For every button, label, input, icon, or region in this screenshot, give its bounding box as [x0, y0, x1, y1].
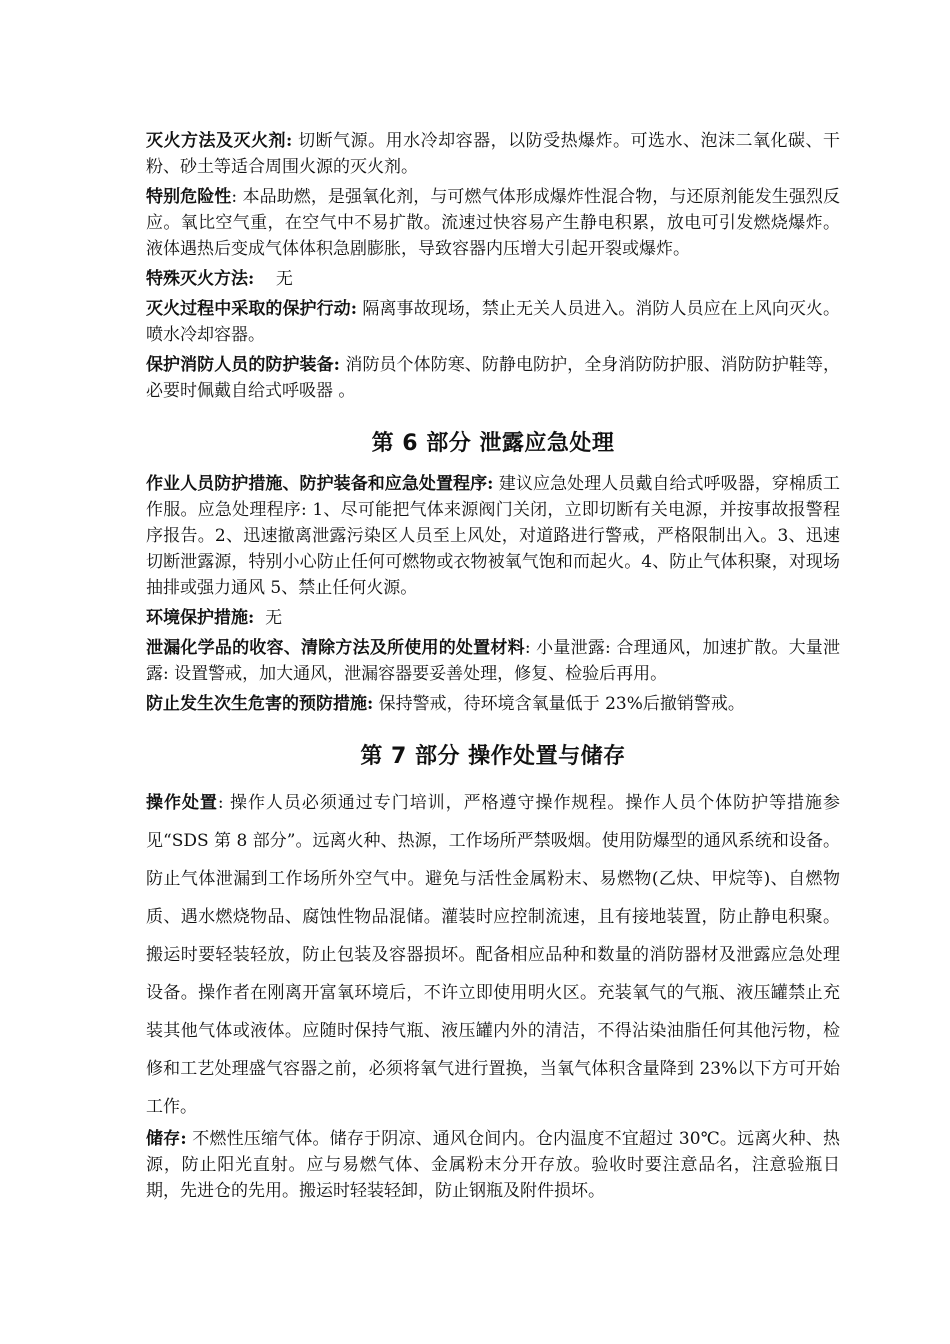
label-secondary-hazard-prevention: 防止发生次生危害的预防措施: — [146, 694, 374, 714]
text-storage: 不燃性压缩气体。储存于阴凉、通风仓间内。仓内温度不宜超过 30℃。远离火种、热源，防止阳光直射。应与易燃气体、金属粉末分开存放。验收时要注意品名，注意验瓶日期，先进仓的先用。搬运时轻装轻卸，防止钢瓶及附件损坏。 — [146, 1129, 840, 1201]
paragraph-protective-actions — [146, 296, 840, 348]
text-secondary-hazard-prevention: 保持警戒，待环境含氧量低于 23%后撤销警戒。 — [373, 694, 745, 714]
paragraph-emergency-procedures — [146, 471, 840, 601]
text-protective-actions: 隔离事故现场，禁止无关人员进入。消防人员应在上风向灭火。喷水冷却容器。 — [146, 299, 840, 345]
paragraph-storage — [146, 1126, 840, 1204]
label-storage: 储存: — [146, 1129, 187, 1149]
text-extinguishing-method: 切断气源。用水冷却容器，以防受热爆炸。可选水、泡沫二氧化碳、干粉、砂土等适合周围火源的灭火剂。 — [146, 131, 841, 177]
paragraph-special-extinguishing — [146, 266, 840, 292]
paragraph-extinguishing-method — [146, 128, 840, 180]
text-special-hazard: : 本品助燃，是强氧化剂，与可燃气体形成爆炸性混合物，与还原剂能发生强烈反应。氧比空气重，在空气中不易扩散。流速过快容易产生静电积累，放电可引发燃烧爆炸。液体遇热后变成气体体积急剧膨胀，导致容器内压增大引起开裂或爆炸。 — [146, 187, 840, 259]
text-emergency-procedures: 建议应急处理人员戴自给式呼吸器，穿棉质工作服。应急处理程序: 1、尽可能把气体来源阀门关闭，立即切断有关电源，并按事故报警程序报告。2、迅速撤离泄露污染区人员至上风处，对道路进行警戒，严格限制出入。3、迅速切断泄露源，特别小心防止任何可燃物或衣物被氧气饱和而起火。4、防止气体积聚，对现场抽排或强力通风 5、禁止任何火源。 — [146, 474, 840, 598]
label-protective-actions: 灭火过程中采取的保护行动: — [146, 299, 357, 319]
label-special-hazard: 特别危险性 — [146, 187, 232, 207]
paragraph-handling — [146, 784, 840, 1126]
paragraph-secondary-hazard-prevention — [146, 691, 840, 717]
section-6-title: 第 6 部分 泄露应急处理 — [371, 431, 615, 456]
label-environmental-measures: 环境保护措施: — [146, 608, 255, 628]
label-extinguishing-method: 灭火方法及灭火剂: — [146, 131, 293, 151]
text-environmental-measures: 无 — [254, 608, 283, 628]
label-special-extinguishing: 特殊灭火方法: — [146, 269, 255, 289]
label-firefighter-equipment: 保护消防人员的防护装备: — [146, 355, 340, 375]
paragraph-containment-cleanup — [146, 635, 840, 687]
label-containment-cleanup: 泄漏化学品的收容、清除方法及所使用的处置材料 — [146, 638, 525, 658]
text-containment-cleanup: : 小量泄露: 合理通风，加速扩散。大量泄露: 设置警戒，加大通风，泄漏容器要妥善处理，修复、检验后再用。 — [146, 638, 841, 684]
paragraph-firefighter-equipment — [146, 352, 840, 404]
paragraph-special-hazard — [146, 184, 840, 262]
paragraph-environmental-measures — [146, 605, 840, 631]
label-emergency-procedures: 作业人员防护措施、防护装备和应急处置程序: — [146, 474, 494, 494]
text-special-extinguishing: 无 — [254, 269, 293, 289]
text-firefighter-equipment: 消防员个体防寒、防静电防护，全身消防防护服、消防防护鞋等，必要时佩戴自给式呼吸器 。 — [146, 355, 841, 401]
label-handling: 操作处置 — [146, 793, 218, 813]
text-handling: : 操作人员必须通过专门培训，严格遵守操作规程。操作人员个体防护等措施参见“SDS 第 8 部分”。远离火种、热源，工作场所严禁吸烟。使用防爆型的通风系统和设备。防止气体泄漏到工作场所外空气中。避免与活性金属粉末、易燃物(乙炔、甲烷等)、自燃物质、遇水燃烧物品、腐蚀性物品混储。灌装时应控制流速，且有接地装置，防止静电积聚。搬运时要轻装轻放，防止包装及容器损坏。配备相应品种和数量的消防器材及泄露应急处理设备。操作者在刚离开富氧环境后，不许立即使用明火区。充装氧气的气瓶、液压罐禁止充装其他气体或液体。应随时保持气瓶、液压罐内外的清洁，不得沾染油脂任何其他污物，检修和工艺处理盛气容器之前，必须将氧气进行置换，当氧气体积含量降到 23%以下方可开始工作。 — [146, 793, 840, 1117]
section-7-title: 第 7 部分 操作处置与储存 — [360, 744, 626, 769]
